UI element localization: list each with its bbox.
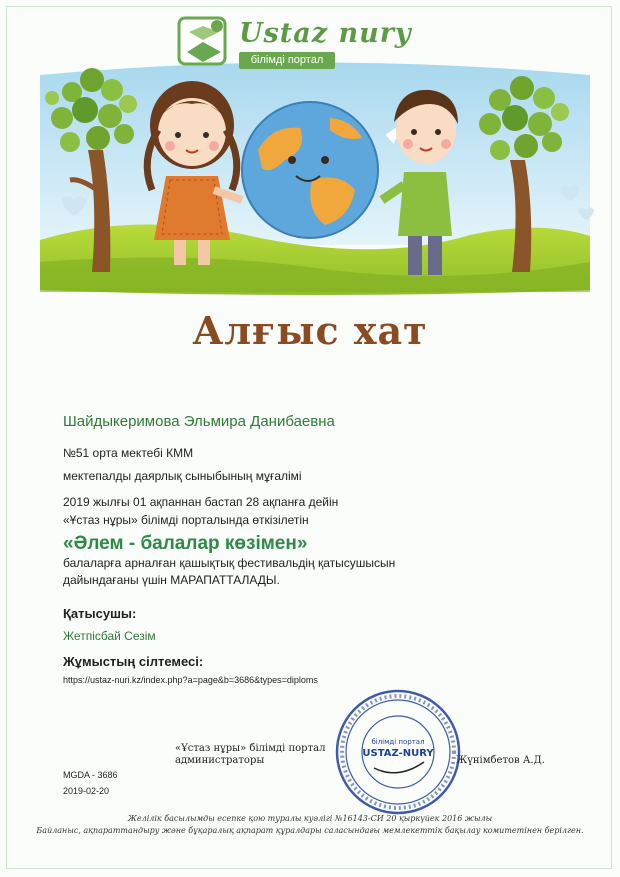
work-link[interactable]: https://ustaz-nuri.kz/index.php?a=page&b=3686&types=diploms <box>63 675 318 685</box>
body-line-portal: «Ұстаз нұры» білімді порталында өткізілетін <box>63 513 309 527</box>
footer-line-2: Байланыс, ақпараттандыру және бұқаралық ақпарат құралдары саласындағы мемлекеттік бақылау комитетінен берілген. <box>36 826 584 835</box>
signatory-name: Жүнімбетов А.Д. <box>456 755 545 766</box>
book-logo-icon <box>175 12 233 70</box>
signature-block <box>175 743 325 767</box>
body-line-festival: балаларға арналған қашықтық фестивальдің қатысушысын <box>63 556 396 570</box>
recipient-name: Шайдыкеримова Эльмира Данибаевна <box>63 413 335 430</box>
recipient-school: №51 орта мектебі КММ <box>63 446 194 460</box>
portal-logo <box>175 12 445 74</box>
signature-line-1: «Ұстаз нұры» білімді портал <box>175 743 326 754</box>
stamp-title: USTAZ-NURY <box>362 748 434 759</box>
document-code: MGDA - 3686 <box>63 770 118 780</box>
festival-title: «Әлем - балалар көзімен» <box>63 533 308 554</box>
body-line-dates: 2019 жылғы 01 ақпаннан бастап 28 ақпанға дейін <box>63 495 339 509</box>
document-date: 2019-02-20 <box>63 786 110 796</box>
certificate-heading: Алғыс хат <box>192 308 428 353</box>
logo-subtitle: білімді портал <box>239 52 335 69</box>
handwritten-signature <box>374 762 424 773</box>
signature-line-2: администраторы <box>175 755 265 766</box>
body-line-award: дайындағаны үшін МАРАПАТТАЛАДЫ. <box>63 573 280 587</box>
participant-name: Жетпісбай Сезім <box>63 629 156 643</box>
recipient-position: мектепалды даярлық сыныбының мұғалімі <box>63 469 302 483</box>
logo-title: Ustaz nury <box>239 18 412 49</box>
official-stamp <box>334 688 462 816</box>
footer-line-1: Желілік басылымды есепке қою туралы куәлігі №16143-СИ 20 қыркүйек 2016 жылы <box>127 814 493 823</box>
work-link-label: Жұмыстың сілтемесі: <box>63 654 204 669</box>
stamp-subtitle: білімді портал <box>371 738 425 746</box>
participant-label: Қатысушы: <box>63 606 137 621</box>
